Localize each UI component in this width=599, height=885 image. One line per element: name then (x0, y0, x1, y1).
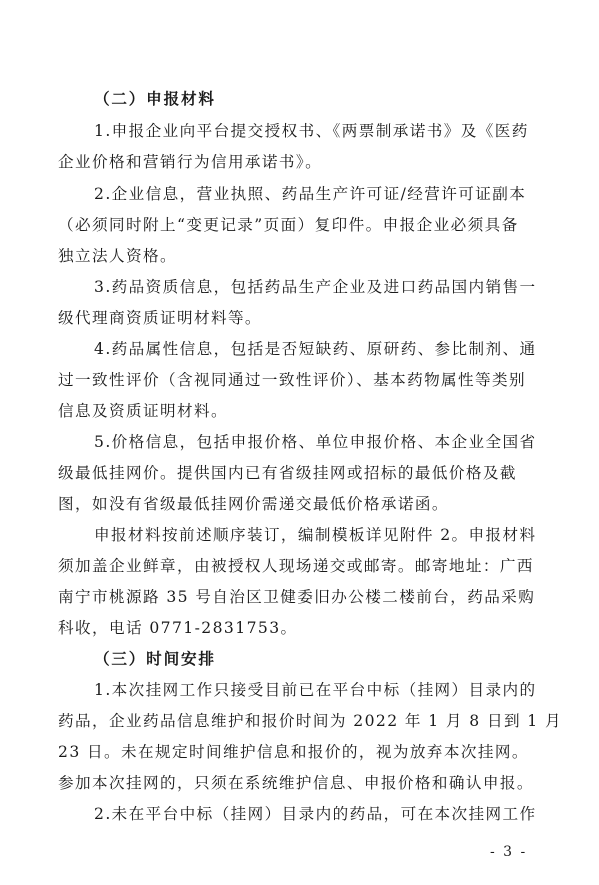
paragraph-line: 级代理商资质证明材料等。 (58, 309, 262, 327)
paragraph-line: 图，如没有省级最低挂网价需递交最低价格承诺函。 (58, 495, 449, 513)
paragraph-line: 信息及资质证明材料。 (58, 402, 228, 420)
section-heading-schedule: （三）时间安排 (94, 650, 216, 668)
paragraph-line: 科收，电话 0771-2831753。 (58, 619, 298, 637)
paragraph-line: 4.药品属性信息，包括是否短缺药、原研药、参比制剂、通 (94, 340, 537, 358)
paragraph-line: 1.本次挂网工作只接受目前已在平台中标（挂网）目录内的 (94, 681, 537, 699)
paragraph-line: 3.药品资质信息，包括药品生产企业及进口药品国内销售一 (94, 278, 537, 296)
paragraph-line: 企业价格和营销行为信用承诺书》。 (58, 153, 323, 171)
paragraph-line: 23 日。未在规定时间维护信息和报价的，视为放弃本次挂网。 (58, 743, 529, 761)
paragraph-line: 2.企业信息，营业执照、药品生产许可证/经营许可证副本 (94, 185, 527, 203)
section-heading-materials: （二）申报材料 (94, 90, 216, 108)
paragraph-line: 药品，企业药品信息维护和报价时间为 2022 年 1 月 8 日到 1 月 (58, 712, 562, 730)
paragraph-line: 过一致性评价（含视同通过一致性评价）、基本药物属性等类别 (58, 371, 527, 389)
paragraph-line: 2.未在平台中标（挂网）目录内的药品，可在本次挂网工作 (94, 805, 537, 823)
paragraph-line: 参加本次挂网的，只须在系统维护信息、申报价格和确认申报。 (58, 774, 534, 792)
paragraph-line: （必须同时附上“变更记录”页面）复印件。申报企业必须具备 (58, 216, 519, 234)
page-number: - 3 - (490, 844, 528, 860)
paragraph-line: 级最低挂网价。提供国内已有省级挂网或招标的最低价格及截 (58, 464, 517, 482)
paragraph-line: 1.申报企业向平台提交授权书、《两票制承诺书》及《医药 (94, 122, 529, 140)
paragraph-line: 申报材料按前述顺序装订，编制模板详见附件 2。申报材料 (94, 526, 537, 544)
paragraph-line: 南宁市桃源路 35 号自治区卫健委旧办公楼二楼前台，药品采购 (58, 588, 536, 606)
paragraph-line: 5.价格信息，包括申报价格、单位申报价格、本企业全国省 (94, 433, 537, 451)
paragraph-line: 须加盖企业鲜章，由被授权人现场递交或邮寄。邮寄地址：广西 (58, 557, 534, 575)
paragraph-line: 独立法人资格。 (58, 247, 177, 265)
